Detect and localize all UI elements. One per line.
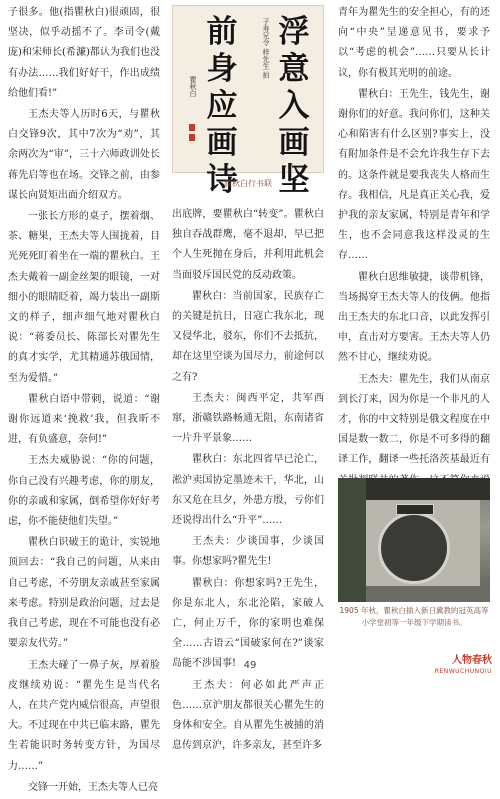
paragraph: 青年为瞿先生的安全担心，有的还向“中央”呈递意见书，要求予以“考虑的机会”……只要从长计议，你有极其光明的前途。 — [338, 7, 490, 79]
calligraphy-character: 画 — [278, 125, 310, 161]
calligraphy-character: 意 — [278, 51, 310, 87]
calligraphy-caption: 瞿秋白行书联 — [224, 179, 272, 188]
magazine-brand-sub: RENWUCHUNQIU — [434, 668, 492, 675]
calligraphy-character: 诗 — [206, 162, 238, 198]
calligraphy-character: 浮 — [278, 14, 310, 50]
article-column-2 — [172, 205, 324, 757]
calligraphy-character: 入 — [278, 88, 310, 124]
calligraphy-character: 身 — [206, 51, 238, 87]
paragraph: 瞿秋白思维敏捷，谈带机锋，当场揭穿王杰夫等人的伎俩。他指出王杰夫的东北口音，以此发挥引申，直击对方要害。王杰夫等人仍然不甘心，继续劝说。 — [338, 271, 490, 364]
paragraph: 交锋一开始，王杰夫等人已亮 — [28, 781, 158, 793]
seal-stamp — [189, 134, 195, 141]
seal-stamp — [189, 124, 195, 131]
photo-caption: 1905 年秋，瞿秋白插入新日冀教的冠英高等小学堂初等一年级下学期读书。 — [339, 606, 489, 627]
paragraph: 王杰夫：少谈国事，少谈国事。你想家吗?瞿先生! — [172, 536, 324, 568]
paragraph: 子很多。他(指瞿秋白)很顽固，很坚决，似乎动摇不了。李司令(戴庞)和宋师长(希濂)都认为我们也没有办法……我们好好干，作出成绩给他们看!” — [8, 7, 160, 99]
calligraphy-signature: 瞿秋白 — [189, 76, 197, 97]
paragraph: 王杰夫：瞿先生，我们从南京到长汀来，因为你是一个非凡的人才，你的中文特别是俄文程度在中国是数一数二，你是不可多得的翻译工作，翻译一些托洛茨基最近有 — [338, 373, 490, 466]
paragraph: 一张长方形的桌子，摆着烟、茶、糖果，王杰夫等人围拢着，目光死死盯着坐在一端的瞿秋白。王杰夫戴着一副金丝架的眼镜，一对细小的眼睛眨着，竭力装出一副斯文的样子，细声细气地对瞿秋白说：“蒋委员长、陈部长对瞿先生的真才实学，尤其精通苏俄国情，至为爱惜。” — [8, 211, 160, 384]
page-number: 49 — [243, 660, 257, 671]
paragraph: 王杰夫等人历时6天，与瞿秋白交锋9次，其中7次为“劝”，其余两次为“审”，三十六师政训处长蒋先启等也在场。交锋之前，由参谋长向贤矩出面介绍双方。 — [8, 109, 160, 201]
moon-gate — [378, 512, 450, 584]
paragraph: 瞿秋白：你想家吗?王先生，你是东北人，东北沦陷，家破人亡，何止万千，你的家明也难保全……古语云“国破家何在?”谈家岛能不涉国事! — [172, 577, 324, 670]
paragraph: 瞿秋白：当前国家，民族存亡的关键是抗日，日寇亡我东北，现又侵华北，驳东，你们不去抵抗，却在这里空谈为国尽力，前途何以之有? — [172, 290, 324, 383]
calligraphy-character: 画 — [206, 125, 238, 161]
paragraph: 王杰夫威胁说：“你的问题，你自己没有兴趣考虑，你的朋友，你的亲戚和家属，倒希望你好好考虑，你不能使他们失望。” — [8, 455, 160, 528]
calligraphy-character: 前 — [206, 14, 238, 50]
paragraph: 瞿秋白语中带刺，说道：“谢谢你远道来‘挽救’我，但我昕不进，有负盛意，奈何!” — [8, 393, 160, 446]
paragraph: 出底牌，要瞿秋白“转变”。瞿秋白独自吞战群鹰，毫不退却，早已把个人生死抛在身后，并利用此机会当面驳斥国民党的反动政策。 — [172, 209, 324, 281]
magazine-brand: 人物春秋 — [452, 655, 492, 666]
calligraphy-left-column — [205, 14, 239, 199]
school-gate-photo — [338, 478, 490, 602]
paragraph: 瞿秋白识破王的诡计，实锐地顶回去：“我自己的问题，从来由自己考虑，不劳朋友亲戚甚至家属来考虑。特别是政治问题，过去是我自己考虑，现在不可能也没有必要亲友代劳。” — [8, 537, 160, 650]
gate-plaque — [396, 504, 434, 515]
photo-tree — [338, 478, 366, 602]
calligraphy-character: 应 — [206, 88, 238, 124]
calligraphy-inscription: 子寿兄令 梓先生 拍 — [262, 18, 270, 79]
calligraphy-character: 坚 — [278, 162, 310, 198]
paragraph: 瞿秋白：王先生，钱先生，谢谢你们的好意。我问你们，这种关心和陷害有什么区别?事实上，没有附加条件是不会允许我生存下去的。这条件就是要我丧失人格而生存。我相信，凡是真正关心我，爱护我的亲友家属，特别是青年和学生，也不会同意我这样没灵的生存…… — [338, 88, 490, 262]
paragraph: 王杰夫碰了一鼻子灰，厚着脸皮继续劝说：“瞿先生是当代名人，在共产党内威信很高，声望很大。不过现在中共已临末路，瞿先生若能识时务转变方针，为国尽力……” — [8, 659, 160, 772]
paragraph: 王杰夫：闽西平定，共军西窜，浙赣铁路畅通无阻，东南诸省一片升平景象…… — [172, 392, 324, 445]
calligraphy-right-column — [277, 14, 311, 199]
paragraph: 王杰夫：何必如此严声正色……京沪朋友都很关心瞿先生的身体和安全。自从瞿先生被捕的消息传到京沪，许多亲友，甚至许多 — [172, 679, 324, 752]
paragraph: 瞿秋白：东北四省早已沦亡，淞沪卖国协定墨迹未干，华北，山东又危在旦夕，外患方殷，亏你们还说得出什么“升平”…… — [172, 454, 324, 527]
